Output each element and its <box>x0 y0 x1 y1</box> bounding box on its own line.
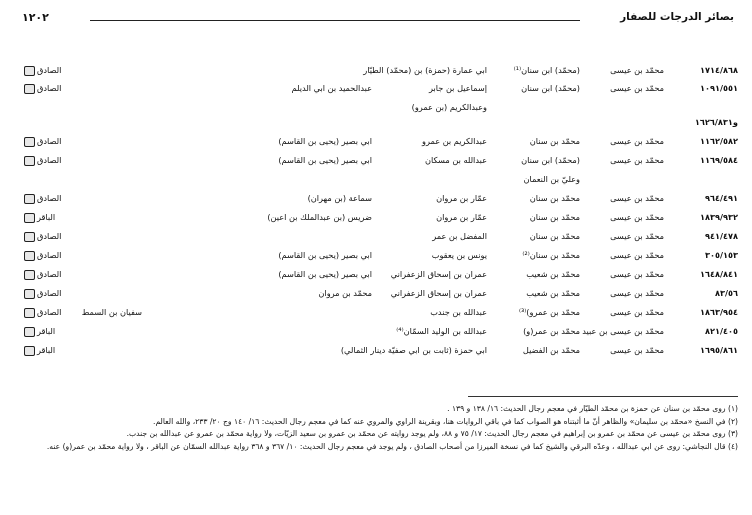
hadith-number: ١٧١٤/٨٦٨ <box>700 65 738 75</box>
chain-row <box>0 266 752 282</box>
narrator-c3: عمران بن إسحاق الزعفراني <box>390 288 487 298</box>
narrator-c2: محمّد بن سنان <box>529 193 580 203</box>
narrator-c2: محمّد بن سنان <box>529 231 580 241</box>
hadith-number: ١٨٣٩/٩٣٢ <box>700 212 738 222</box>
hadith-number: ١٦٤٨/٨٤١ <box>700 269 738 279</box>
chain-row <box>0 285 752 301</box>
narrator-c3: عمّار بن مروان <box>436 193 487 203</box>
chain-row <box>0 114 752 130</box>
narrator-c1: محمّد بن عيسى <box>610 269 664 279</box>
narrator-c4: ابي بصير (يحيى بن القاسم) <box>278 269 372 279</box>
narrator-c2: محمّد بن عمرو)⁽³⁾ <box>518 307 580 317</box>
imam-cell <box>22 152 61 168</box>
footnote: (٢) في النسخ «محمّد بن سليمان» والظاهر أنّ ما أثبتناه هو الصواب كما في باقي الروايات هنا، وبقرينة الراوي والمروي عنه كما في معجم رجال الحديث: ١٦/ ١٤٠ وج ٢٠/ ٢٣٣، والله العالم. <box>153 416 738 426</box>
page-header-title: بصائر الدرجات للصفار <box>620 11 734 23</box>
imam-cell <box>22 304 61 320</box>
footnote: (١) روى محمّد بن سنان عن حمزة بن محمّد الطيّار في معجم رجال الحديث: ١٦/ ١٣٨ و ١٣٩ . <box>447 404 738 413</box>
chain-row <box>0 323 752 339</box>
narrator-c3: عبدالله بن مسكان <box>425 155 487 165</box>
imam-name: الباقر <box>37 345 56 355</box>
imam-name: الصادق <box>37 65 62 75</box>
salutation-glyph-icon <box>24 251 35 261</box>
narrator-c3: المفضل بن عمر <box>432 231 487 241</box>
imam-cell <box>22 62 61 78</box>
narrator-c3: ابي حمزة (ثابت بن ابي صفيّة دينار الثمالي) <box>340 345 487 355</box>
narrator-c1: محمّد بن عيسى <box>610 155 664 165</box>
hadith-number: ٨٢١/٤٠٥ <box>705 326 738 336</box>
chain-row <box>0 209 752 225</box>
narrator-c1: محمّد بن عيسى <box>610 345 664 355</box>
chain-row <box>0 171 752 187</box>
narrator-c3: عمّار بن مروان <box>436 212 487 222</box>
hadith-number: ١٨٦٣/٩٥٤ <box>700 307 738 317</box>
narrator-c1: محمّد بن عيسى <box>610 65 664 75</box>
narrator-c1: محمّد بن عيسى <box>610 193 664 203</box>
chain-row <box>0 99 752 115</box>
narrator-c4: سماعة (بن مهران) <box>307 193 372 203</box>
imam-name: الصادق <box>37 250 62 260</box>
narrator-c2: (محمّد) ابن سنان <box>521 155 580 165</box>
imam-name: الصادق <box>37 155 62 165</box>
narrator-c3: عبدالله بن الوليد السمّان⁽⁴⁾ <box>396 326 487 336</box>
imam-cell <box>22 80 61 96</box>
imam-cell <box>22 247 61 263</box>
narrator-c2: وعليّ بن النعمان <box>523 174 580 184</box>
salutation-glyph-icon <box>24 270 35 280</box>
imam-cell <box>22 342 55 358</box>
narrator-c4: ابي بصير (يحيى بن القاسم) <box>278 250 372 260</box>
narrator-c2: (محمّد) ابن سنان⁽¹⁾ <box>513 65 580 75</box>
salutation-glyph-icon <box>24 156 35 166</box>
page-number: ١٢٠٢ <box>22 11 49 24</box>
narrator-c2: محمّد بن سنان <box>529 212 580 222</box>
salutation-glyph-icon <box>24 213 35 223</box>
narrator-c1: محمّد بن عيسى <box>610 83 664 93</box>
imam-name: الصادق <box>37 307 62 317</box>
chain-row <box>0 190 752 206</box>
footnote: (٣) روى محمّد بن عيسى عن محمّد بن عمرو بن إبراهيم في معجم رجال الحديث: ١٧/ ٧٥ و ٨٨، ولم يوجد روايته عن محمّد بن عمرو بن سعيد الزيّات، ولا رواية محمّد بن عمرو عن عبدالله بن جندب. <box>126 429 738 439</box>
imam-cell <box>22 228 61 244</box>
narrator-c4: ابي بصير (يحيى بن القاسم) <box>278 155 372 165</box>
narrator-c3: عبدالله بن جندب <box>430 307 487 317</box>
narrator-c3: عمران بن إسحاق الزعفراني <box>390 269 487 279</box>
imam-name: الباقر <box>37 212 56 222</box>
footnote-rule <box>468 396 738 397</box>
chain-row <box>0 228 752 244</box>
hadith-number: ١٠٩١/٥٥١ <box>700 83 738 93</box>
imam-name: الصادق <box>37 269 62 279</box>
hadith-number: ١١٦٩/٥٨٤ <box>700 155 738 165</box>
narrator-c3: وعبدالكريم (بن عمرو) <box>411 102 487 112</box>
imam-cell <box>22 133 61 149</box>
narrator-c5: سفيان بن السمط <box>81 307 142 317</box>
narrator-c2: (محمّد) ابن سنان <box>521 83 580 93</box>
narrator-c4: محمّد بن مروان <box>318 288 372 298</box>
salutation-glyph-icon <box>24 346 35 356</box>
salutation-glyph-icon <box>24 194 35 204</box>
salutation-glyph-icon <box>24 289 35 299</box>
chain-row <box>0 80 752 96</box>
narrator-c1: محمّد بن عيسى <box>610 250 664 260</box>
chain-row <box>0 342 752 358</box>
imam-name: الصادق <box>37 288 62 298</box>
narrator-c2: محمّد بن سنان <box>529 136 580 146</box>
imam-name: الصادق <box>37 136 62 146</box>
imam-name: الصادق <box>37 231 62 241</box>
narrator-c4: عبدالحميد بن ابي الديلم <box>291 83 372 93</box>
imam-cell <box>22 266 61 282</box>
imam-cell <box>22 323 55 339</box>
narrator-c3: عبدالكريم بن عمرو <box>422 136 487 146</box>
imam-name: الصادق <box>37 83 62 93</box>
imam-name: الباقر <box>37 326 56 336</box>
hadith-number: ٩٤١/٤٧٨ <box>705 231 738 241</box>
narrator-c1: محمّد بن عيسى <box>610 288 664 298</box>
narrator-c1: محمّد بن عيسى <box>610 136 664 146</box>
chain-row <box>0 247 752 263</box>
narrator-c3: إسماعيل بن جابر <box>429 83 487 93</box>
imam-name: الصادق <box>37 193 62 203</box>
narrator-c1: محمّد بن عيسى <box>610 212 664 222</box>
salutation-glyph-icon <box>24 137 35 147</box>
narrator-c4: ابي بصير (يحيى بن القاسم) <box>278 136 372 146</box>
chain-row <box>0 304 752 320</box>
narrator-c1: محمّد بن عيسى بن عبيد <box>582 326 664 336</box>
hadith-number: ١٦٩٥/٨٦١ <box>700 345 738 355</box>
narrator-c4: ضريس (بن عبدالملك بن اعين) <box>267 212 372 222</box>
narrator-c2: محمّد بن الفضيل <box>522 345 580 355</box>
narrator-c2: محمّد بن شعيب <box>526 288 580 298</box>
hadith-number: ٨٣/٥٦ <box>715 288 738 298</box>
narrator-c3: يونس بن يعقوب <box>431 250 487 260</box>
narrator-c1: محمّد بن عيسى <box>610 231 664 241</box>
footnotes <box>18 403 738 453</box>
hadith-number: ١١٦٢/٥٨٢ <box>700 136 738 146</box>
imam-cell <box>22 190 61 206</box>
salutation-glyph-icon <box>24 308 35 318</box>
salutation-glyph-icon <box>24 232 35 242</box>
hadith-number: ٩٦٤/٤٩١ <box>705 193 738 203</box>
narrator-c2: محمّد بن شعيب <box>526 269 580 279</box>
footnote: (٤) قال النجاشي: روى عن ابي عبدالله ، وعدّه البرقي والشيخ كما في نسخة الميرزا من أصحاب الصادق ، ولم يوجد في معجم رجال الحديث: ١٠/ ٣٦٧ و ٣٦٨ رواية عبدالله السمّان عن الباقر ، ولا رواية محمّد بن عمر(و) عنه. <box>46 441 738 451</box>
imam-cell <box>22 209 55 225</box>
chain-row <box>0 62 752 78</box>
salutation-glyph-icon <box>24 84 35 94</box>
salutation-glyph-icon <box>24 327 35 337</box>
narrator-c1: محمّد بن عيسى <box>610 307 664 317</box>
narrator-c2: محمّد بن سنان⁽²⁾ <box>522 250 580 260</box>
narrator-c2: محمّد بن عمر(و) <box>523 326 580 336</box>
chain-row <box>0 152 752 168</box>
hadith-number: و١٦٢٦/٨٣١ <box>694 117 738 127</box>
imam-cell <box>22 285 61 301</box>
salutation-glyph-icon <box>24 66 35 76</box>
narrator-c3: ابي عمارة (حمزة) بن (محمّد) الطيّار <box>363 65 487 75</box>
chain-row <box>0 133 752 149</box>
hadith-number: ٣٠٥/١٥٣ <box>705 250 738 260</box>
